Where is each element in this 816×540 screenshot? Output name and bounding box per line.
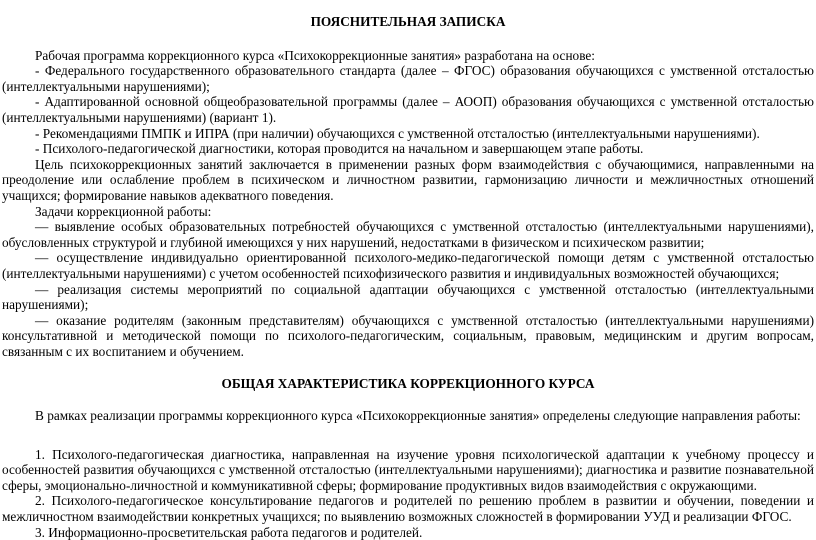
task-item: — оказание родителям (законным представителям) обучающихся с умственной отсталостью (интеллектуальными нарушениями) консультативной и методической помощи по психолого-педагогическим, социальным, правовым, медицинским и другим вопросам, связанным с их воспитанием и обучением. (2, 312, 814, 359)
task-item: — выявление особых образовательных потребностей обучающихся с умственной отсталостью (интеллектуальными нарушениями), обусловленных структурой и глубиной имеющихся у них нарушений, недостатками в физическом и психическом развитии; (2, 219, 814, 250)
intro-paragraph: Рабочая программа коррекционного курса «Психокоррекционные занятия» разработана на основе: (35, 47, 596, 63)
tasks-heading: Задачи коррекционной работы: (35, 203, 212, 219)
section-intro: В рамках реализации программы коррекционного курса «Психокоррекционные занятия» определены следующие направления работы: (35, 408, 801, 424)
basis-item-pmpk: - Рекомендациями ПМПК и ИПРА (при наличии) обучающихся с умственной отсталостью (интеллектуальными нарушениями). (35, 125, 760, 141)
task-item: — реализация системы мероприятий по социальной адаптации обучающихся с умственной отсталостью (интеллектуальными нарушениями); (2, 281, 814, 313)
direction-item: 2. Психолого-педагогическое консультирование педагогов и родителей по решению проблем в развитии и обучении, поведении и межличностном взаимодействии конкретных учащихся; по выявлению возможных сложностей в формировании УУД и реализации ФГОС. (2, 493, 814, 525)
basis-item-fgos: - Федерального государственного образовательного стандарта (далее – ФГОС) образования обучающихся с умственной отсталостью (интеллектуальными нарушениями); (2, 63, 814, 94)
task-item: — осуществление индивидуально ориентированной психолого-медико-педагогической помощи детям с умственной отсталостью (интеллектуальными нарушениями) с учетом особенностей психофизического развития и индивидуальных возможностей обучающихся; (2, 250, 814, 281)
basis-item-aoop: - Адаптированной основной общеобразовательной программы (далее – АООП) образования обучающихся с умственной отсталостью (интеллектуальными нарушениями) (вариант 1). (2, 94, 814, 125)
section-title: ОБЩАЯ ХАРАКТЕРИСТИКА КОРРЕКЦИОННОГО КУРСА (221, 376, 595, 392)
direction-item: 1. Психолого-педагогическая диагностика, направленная на изучение уровня психологической адаптации к учебному процессу и особенностей развития обучающихся с умственной отсталостью (интеллектуальными нарушениями); диагностика и развитие познавательной сферы, эмоционально-личностной и коммуникативной сферы; формирование продуктивных видов взаимодействия с окружающими. (2, 446, 814, 493)
goal-paragraph: Цель психокоррекционных занятий заключается в применении разных форм взаимодействия с обучающимися, направленными на преодоление или ослабление проблем в психическом и личностном развитии, гармонизацию личности и межличностных отношений учащихся; формирование навыков адекватного поведения. (2, 156, 814, 203)
direction-item: 3. Информационно-просветительская работа педагогов и родителей. (35, 524, 423, 540)
basis-item-diagnostics: - Психолого-педагогической диагностики, которая проводится на начальном и завершающем этапе работы. (35, 141, 644, 157)
document-title: ПОЯСНИТЕЛЬНАЯ ЗАПИСКА (310, 14, 506, 29)
